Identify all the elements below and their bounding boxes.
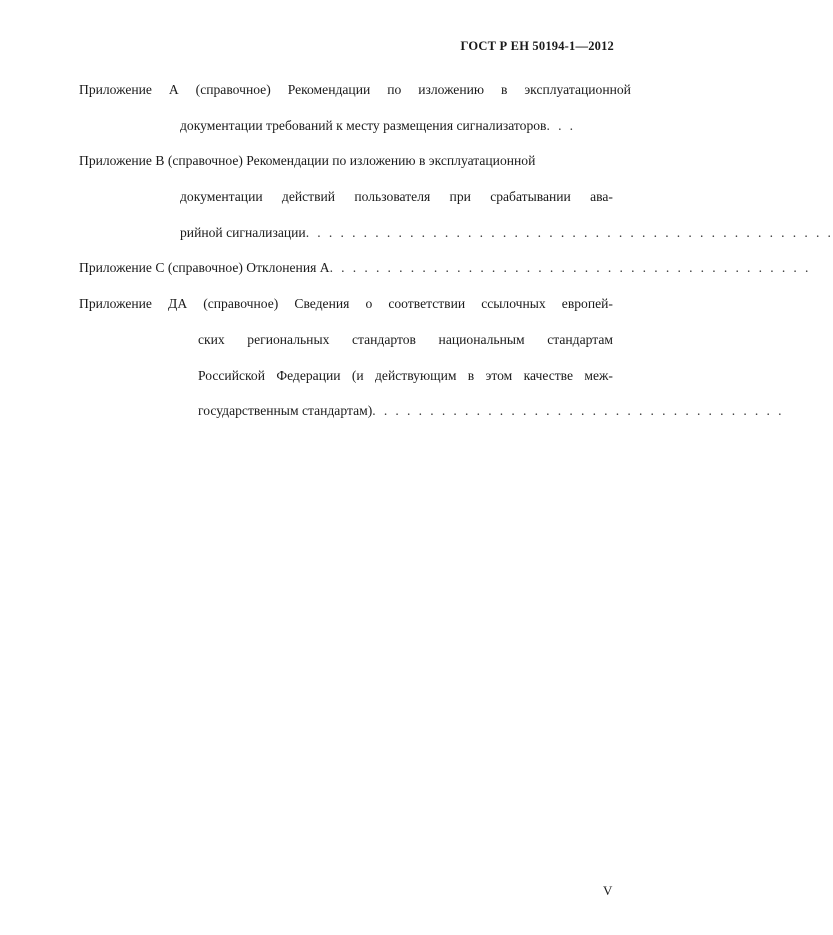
word: эксплуатационной [524, 82, 631, 97]
toc-entry-appendix-b-line-1 [79, 154, 619, 168]
toc-entry-appendix-da-line-4 [198, 403, 784, 418]
word: о [365, 296, 373, 311]
toc-entry-appendix-da-line-1 [79, 297, 613, 311]
toc-entry-text: Приложение С (справочное) Отклонения А [79, 260, 330, 275]
word: действий [281, 189, 336, 204]
word: национальным [438, 332, 525, 347]
toc-entry-text: рийной сигнализации [180, 225, 306, 240]
standard-code: ГОСТ Р ЕН 50194-1—2012 [460, 39, 614, 53]
word: (справочное) [195, 82, 271, 97]
toc-entry-appendix-c-line-1 [79, 260, 811, 275]
word: изложению [418, 82, 485, 97]
toc-entry-appendix-a-line-2 [180, 119, 631, 133]
word: А [168, 82, 179, 97]
word: качестве [523, 368, 574, 383]
word: срабатывании [490, 189, 571, 204]
word: ава- [590, 189, 613, 204]
leader-dots: . . . . . . . . . . . . . . . . . . . . . . . . . . . . . . . . . . . . . . . . . . [329, 260, 811, 275]
word: Рекомендации [287, 82, 371, 97]
leader-dots: . . . . . . . . . . . . . . . . . . . . . . . . . . . . . . . . . . . . [372, 403, 784, 418]
word: ских [198, 332, 225, 347]
toc-entry-appendix-b-line-2 [180, 190, 613, 204]
word: ссылочных [481, 296, 546, 311]
toc-entry-appendix-da-line-3 [198, 369, 613, 383]
word: Приложение [79, 296, 152, 311]
document-header [460, 39, 614, 54]
leader-dots: . . . . . . . . . . . . . . . . . . . . . . . . . . . . . . . . . . . . . . . . . . . . . . [305, 225, 833, 240]
word: соответствии [388, 296, 466, 311]
word: документации [180, 189, 263, 204]
word: европей- [561, 296, 613, 311]
word: (и [351, 368, 364, 383]
word: по [387, 82, 402, 97]
word: Приложение [79, 82, 152, 97]
word: в [467, 368, 475, 383]
word: в [500, 82, 508, 97]
word: при [449, 189, 471, 204]
toc-entry-text: документации требований к месту размещения сигнализаторов [180, 118, 547, 133]
toc-entry-appendix-da-line-2 [198, 333, 613, 347]
word: меж- [584, 368, 613, 383]
word: ДА [168, 296, 188, 311]
toc-entry-text: Приложение В (справочное) Рекомендации по изложению в эксплуатационной [79, 153, 536, 168]
word: стандартам [547, 332, 613, 347]
word: региональных [247, 332, 330, 347]
toc-entry-appendix-b-line-3 [180, 225, 833, 240]
word: (справочное) [203, 296, 279, 311]
word: этом [485, 368, 513, 383]
word: пользователя [354, 189, 431, 204]
word: Сведения [294, 296, 350, 311]
toc-entry-appendix-a-line-1 [79, 83, 631, 97]
leader-dots: . . . [546, 118, 576, 133]
word: Российской [198, 368, 265, 383]
word: Федерации [276, 368, 341, 383]
word: стандартов [351, 332, 416, 347]
word: действующим [375, 368, 457, 383]
page-number: V [603, 883, 613, 898]
toc-entry-text: государственным стандартам) [198, 403, 373, 418]
